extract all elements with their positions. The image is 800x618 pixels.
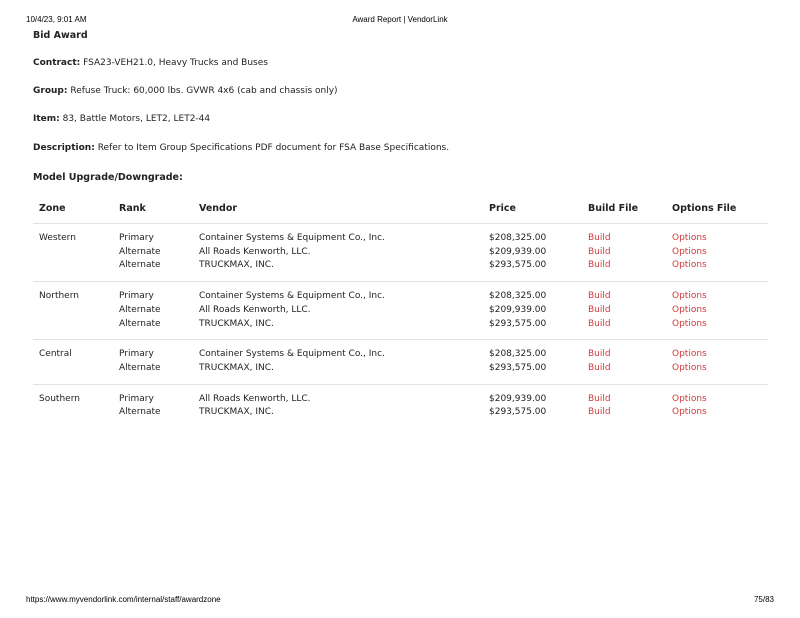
price: $293,575.00 bbox=[489, 362, 547, 373]
zone-name: Western bbox=[33, 224, 113, 282]
price: $293,575.00 bbox=[489, 407, 547, 418]
vendor-cell bbox=[193, 340, 483, 384]
print-url: https://www.myvendorlink.com/internal/staff/awardzone bbox=[26, 595, 221, 604]
options-link[interactable]: Options bbox=[672, 260, 707, 271]
options-link[interactable]: Options bbox=[672, 291, 707, 302]
rank-cell bbox=[113, 384, 193, 428]
build-cell bbox=[582, 384, 666, 428]
vendor-cell bbox=[193, 282, 483, 340]
table-header-row bbox=[33, 203, 768, 224]
rank: Alternate bbox=[119, 407, 161, 418]
build-cell bbox=[582, 282, 666, 340]
options-cell bbox=[666, 384, 768, 428]
options-cell bbox=[666, 224, 768, 282]
column-header-vendor: Vendor bbox=[193, 203, 483, 224]
zone-row-central bbox=[33, 340, 768, 384]
options-link[interactable]: Options bbox=[672, 304, 707, 315]
rank: Primary bbox=[119, 233, 154, 243]
zone-row-southern bbox=[33, 384, 768, 428]
rank-cell bbox=[113, 340, 193, 384]
rank: Alternate bbox=[119, 246, 161, 257]
column-header-build-file: Build File bbox=[582, 203, 666, 224]
price: $208,325.00 bbox=[489, 233, 547, 243]
group-field bbox=[33, 86, 338, 96]
options-link[interactable]: Options bbox=[672, 362, 707, 373]
rank: Primary bbox=[119, 393, 154, 404]
report-title: Bid Award bbox=[33, 30, 88, 41]
print-footer bbox=[26, 595, 774, 604]
column-header-price: Price bbox=[483, 203, 582, 224]
column-header-zone: Zone bbox=[33, 203, 113, 224]
price: $209,939.00 bbox=[489, 393, 547, 404]
vendor-name: TRUCKMAX, INC. bbox=[199, 407, 274, 418]
vendor-name: Container Systems & Equipment Co., Inc. bbox=[199, 291, 385, 302]
column-header-rank: Rank bbox=[113, 203, 193, 224]
options-link[interactable]: Options bbox=[672, 407, 707, 418]
price: $208,325.00 bbox=[489, 349, 547, 360]
price-cell bbox=[483, 384, 582, 428]
group-label: Group: bbox=[33, 86, 68, 96]
zone-row-western bbox=[33, 224, 768, 282]
vendor-cell bbox=[193, 224, 483, 282]
build-cell bbox=[582, 224, 666, 282]
award-table bbox=[33, 203, 768, 428]
description-field bbox=[33, 143, 449, 153]
zone-name: Northern bbox=[33, 282, 113, 340]
build-cell bbox=[582, 340, 666, 384]
price-cell bbox=[483, 282, 582, 340]
rank: Alternate bbox=[119, 260, 161, 271]
contract-field bbox=[33, 58, 268, 68]
rank: Alternate bbox=[119, 318, 161, 329]
options-link[interactable]: Options bbox=[672, 246, 707, 257]
vendor-name: All Roads Kenworth, LLC. bbox=[199, 304, 311, 315]
build-link[interactable]: Build bbox=[588, 304, 611, 315]
build-link[interactable]: Build bbox=[588, 260, 611, 271]
price: $293,575.00 bbox=[489, 260, 547, 271]
price: $208,325.00 bbox=[489, 291, 547, 302]
rank-cell bbox=[113, 224, 193, 282]
zone-name: Central bbox=[33, 340, 113, 384]
build-link[interactable]: Build bbox=[588, 291, 611, 302]
price: $209,939.00 bbox=[489, 304, 547, 315]
options-cell bbox=[666, 340, 768, 384]
options-link[interactable]: Options bbox=[672, 349, 707, 360]
vendor-name: TRUCKMAX, INC. bbox=[199, 318, 274, 329]
price: $209,939.00 bbox=[489, 246, 547, 257]
build-link[interactable]: Build bbox=[588, 349, 611, 360]
vendor-name: Container Systems & Equipment Co., Inc. bbox=[199, 349, 385, 360]
build-link[interactable]: Build bbox=[588, 233, 611, 243]
options-cell bbox=[666, 282, 768, 340]
upgrade-heading: Model Upgrade/Downgrade: bbox=[33, 172, 183, 183]
build-link[interactable]: Build bbox=[588, 362, 611, 373]
page-number: 75/83 bbox=[753, 595, 774, 604]
column-header-options-file: Options File bbox=[666, 203, 768, 224]
rank: Primary bbox=[119, 349, 154, 360]
vendor-cell bbox=[193, 384, 483, 428]
description-label: Description: bbox=[33, 143, 95, 153]
rank: Alternate bbox=[119, 362, 161, 373]
item-field bbox=[33, 114, 210, 124]
vendor-name: All Roads Kenworth, LLC. bbox=[199, 393, 311, 404]
rank: Primary bbox=[119, 291, 154, 302]
rank: Alternate bbox=[119, 304, 161, 315]
vendor-name: TRUCKMAX, INC. bbox=[199, 260, 274, 271]
vendor-name: Container Systems & Equipment Co., Inc. bbox=[199, 233, 385, 243]
price: $293,575.00 bbox=[489, 318, 547, 329]
options-link[interactable]: Options bbox=[672, 393, 707, 404]
price-cell bbox=[483, 224, 582, 282]
build-link[interactable]: Build bbox=[588, 393, 611, 404]
build-link[interactable]: Build bbox=[588, 318, 611, 329]
award-report bbox=[33, 30, 768, 418]
contract-label: Contract: bbox=[33, 58, 81, 68]
description-value: Refer to Item Group Specifications PDF document for FSA Base Specifications. bbox=[97, 143, 450, 153]
print-page-title: Award Report | VendorLink bbox=[352, 15, 448, 24]
vendor-name: TRUCKMAX, INC. bbox=[199, 362, 274, 373]
contract-value: FSA23-VEH21.0, Heavy Trucks and Buses bbox=[83, 58, 268, 68]
item-value: 83, Battle Motors, LET2, LET2-44 bbox=[62, 114, 211, 124]
group-value: Refuse Truck: 60,000 lbs. GVWR 4x6 (cab and chassis only) bbox=[70, 86, 338, 96]
zone-name: Southern bbox=[39, 393, 80, 404]
build-link[interactable]: Build bbox=[588, 407, 611, 418]
item-label: Item: bbox=[33, 114, 60, 124]
price-cell bbox=[483, 340, 582, 384]
vendor-name: All Roads Kenworth, LLC. bbox=[199, 246, 311, 257]
options-link[interactable]: Options bbox=[672, 233, 707, 243]
build-link[interactable]: Build bbox=[588, 246, 611, 257]
print-datetime: 10/4/23, 9:01 AM bbox=[26, 15, 87, 24]
options-link[interactable]: Options bbox=[672, 318, 707, 329]
rank-cell bbox=[113, 282, 193, 340]
zone-row-northern bbox=[33, 282, 768, 340]
